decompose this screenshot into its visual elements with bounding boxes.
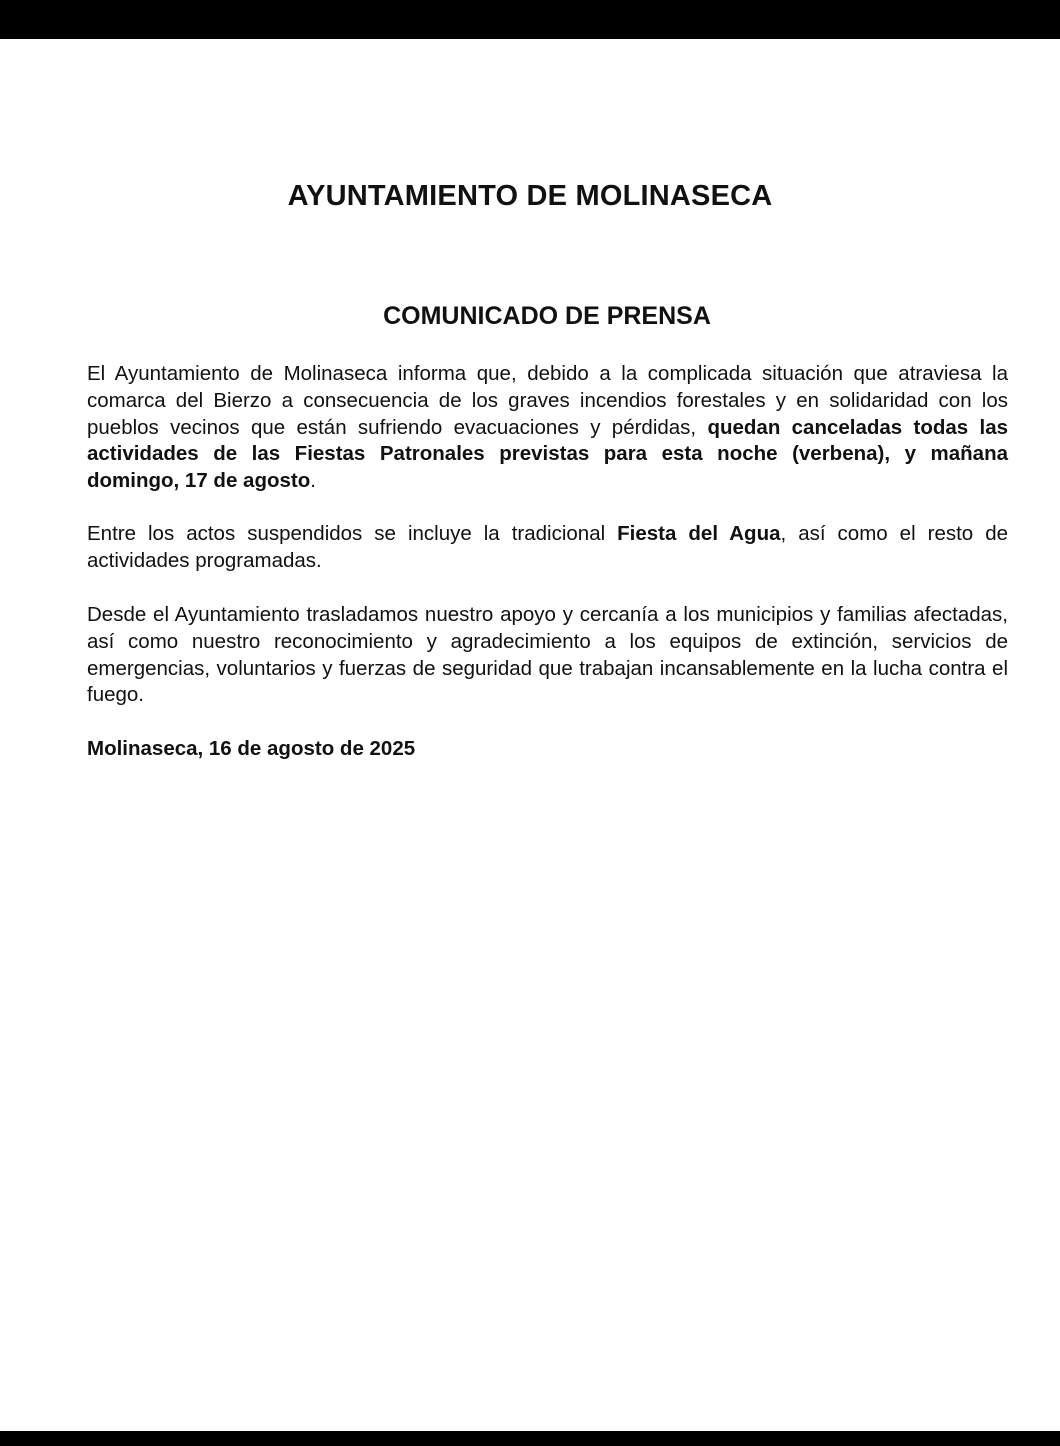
paragraph-cancellation bbox=[87, 361, 1008, 495]
bottom-black-bar bbox=[0, 1431, 1060, 1446]
top-black-bar bbox=[0, 0, 1060, 39]
date-signoff: Molinaseca, 16 de agosto de 2025 bbox=[87, 737, 416, 760]
paragraph-suspended-text: Entre los actos suspendidos se incluye la tradicional bbox=[87, 522, 618, 545]
document-page[interactable] bbox=[0, 39, 1060, 1431]
paragraph-cancellation-bold: quedan canceladas todas las actividades de las Fiestas Patronales previstas para esta noche (verbena), y mañana domingo, 17 de agosto bbox=[87, 415, 1008, 493]
paragraph-suspended-bold: Fiesta del Agua bbox=[617, 522, 781, 545]
paragraph-support bbox=[87, 602, 1008, 709]
paragraph-suspended-end: , así como el resto de actividades programadas. bbox=[87, 522, 1009, 572]
paragraph-suspended-acts bbox=[87, 521, 1008, 575]
paragraph-cancellation-end: . bbox=[310, 469, 316, 493]
paragraph-support-text: Desde el Ayuntamiento trasladamos nuestro apoyo y cercanía a los municipios y familias afectadas, así como nuestro reconocimiento y agradecimiento a los equipos de extinción, servicios de emergencias, voluntarios y fuerzas de seguridad que trabajan incansablemente en la lucha contra el fuego. bbox=[87, 603, 1008, 707]
organization-title: AYUNTAMIENTO DE MOLINASECA bbox=[287, 180, 773, 212]
paragraph-cancellation-text: El Ayuntamiento de Molinaseca informa que, debido a la complicada situación que atraviesa la comarca del Bierzo a consecuencia de los graves incendios forestales y en solidaridad con los pueblos vecinos que están sufriendo evacuaciones y pérdidas, bbox=[87, 362, 1008, 439]
press-release-title: COMUNICADO DE PRENSA bbox=[383, 302, 711, 330]
